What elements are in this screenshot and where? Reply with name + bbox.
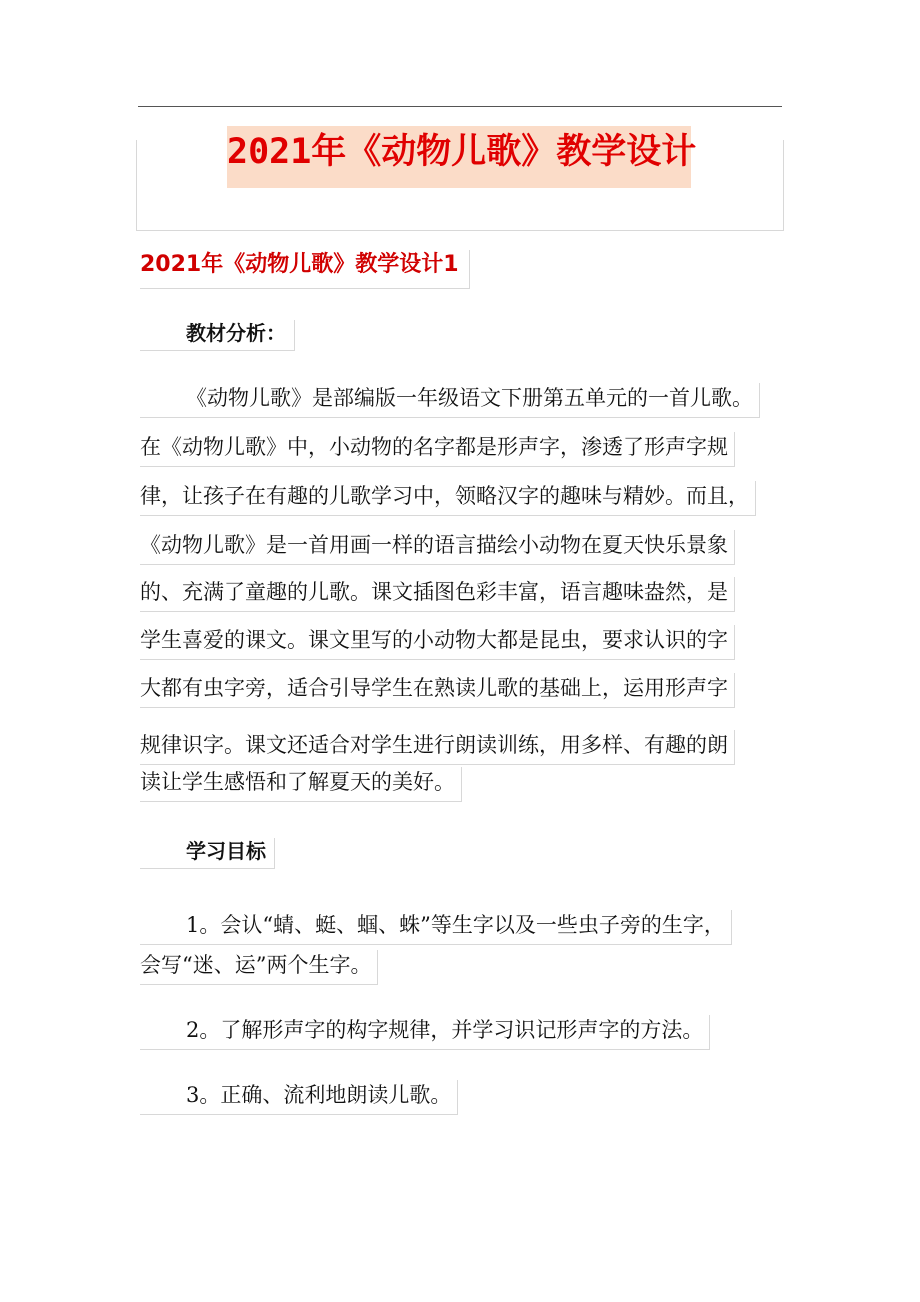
goal-item-1-line-2: 会写“迷、运”两个生字。 <box>140 950 378 985</box>
goal-item-2: 2。了解形声字的构字规律，并学习识记形声字的方法。 <box>140 1015 710 1050</box>
section-title: 2021年《动物儿歌》教学设计1 <box>140 250 470 289</box>
analysis-line: 读让学生感悟和了解夏天的美好。 <box>140 767 462 802</box>
analysis-line: 《动物儿歌》是部编版一年级语文下册第五单元的一首儿歌。 <box>140 383 760 418</box>
goal-item-1-line-1: 1。会认“蜻、蜓、蝈、蛛”等生字以及一些虫子旁的生字， <box>140 910 732 945</box>
top-rule <box>138 106 782 107</box>
analysis-line: 的、充满了童趣的儿歌。课文插图色彩丰富，语言趣味盎然，是 <box>140 577 735 612</box>
analysis-heading: 教材分析： <box>140 320 295 351</box>
analysis-line: 《动物儿歌》是一首用画一样的语言描绘小动物在夏天快乐景象 <box>140 530 735 565</box>
analysis-line: 在《动物儿歌》中，小动物的名字都是形声字，渗透了形声字规 <box>140 432 735 467</box>
analysis-line: 学生喜爱的课文。课文里写的小动物大都是昆虫，要求认识的字 <box>140 625 735 660</box>
analysis-line: 规律识字。课文还适合对学生进行朗读训练，用多样、有趣的朗 <box>140 730 735 765</box>
analysis-line: 大都有虫字旁，适合引导学生在熟读儿歌的基础上，运用形声字 <box>140 673 735 708</box>
document-title: 2021年《动物儿歌》教学设计 <box>227 126 691 188</box>
goal-item-3: 3。正确、流利地朗读儿歌。 <box>140 1080 458 1115</box>
analysis-line: 律，让孩子在有趣的儿歌学习中，领略汉字的趣味与精妙。而且， <box>140 481 756 516</box>
goals-heading: 学习目标 <box>140 838 275 869</box>
